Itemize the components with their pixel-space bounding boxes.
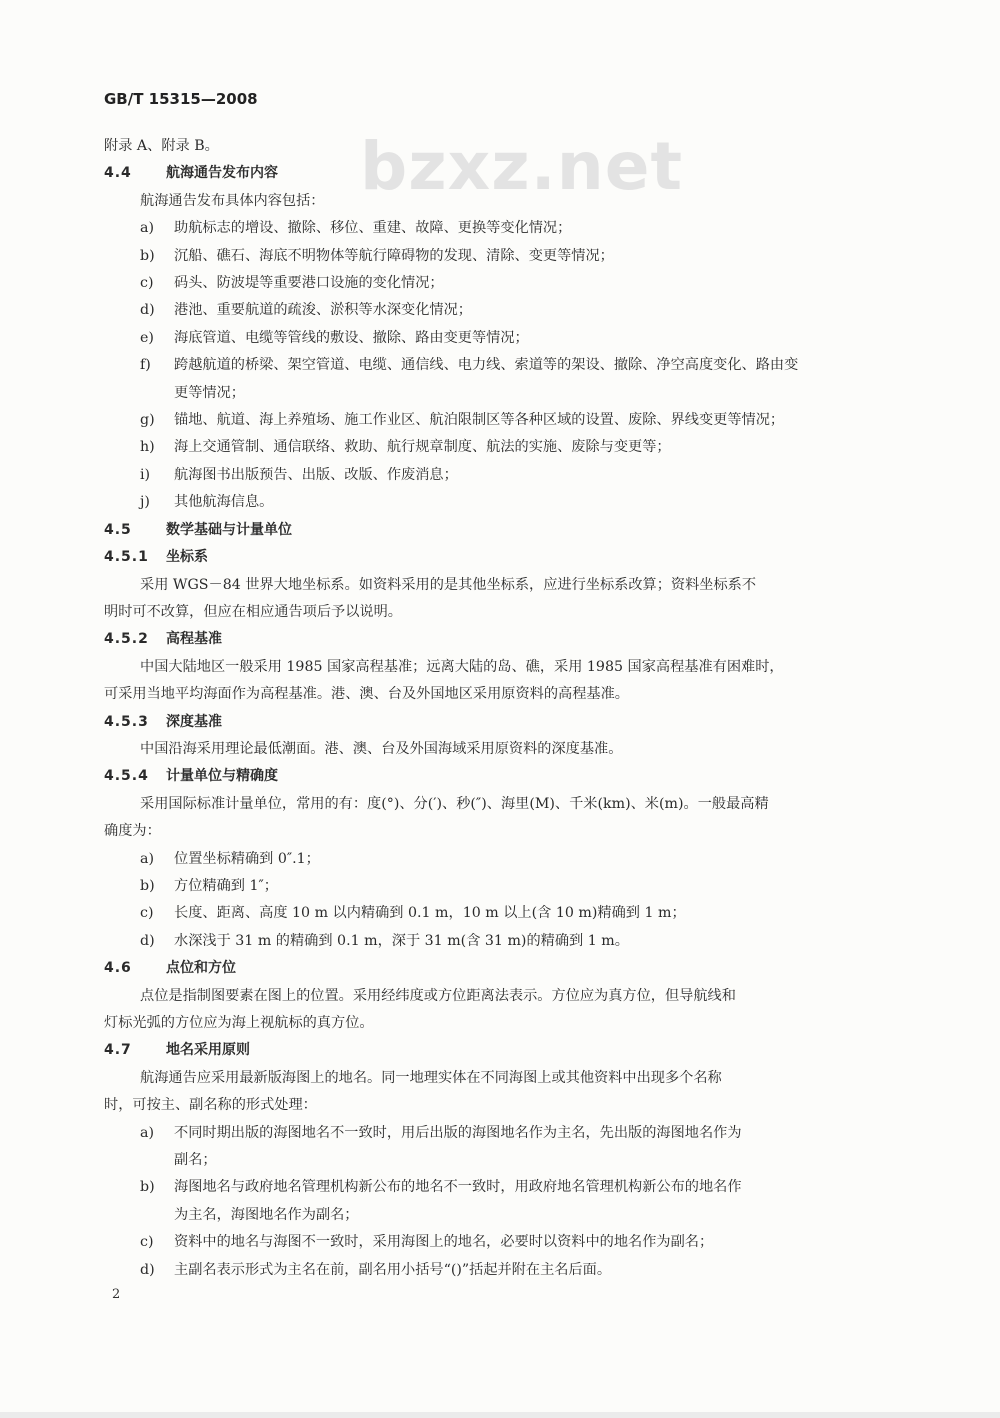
list-text: 为主名，海图地名作为副名； xyxy=(174,1206,359,1223)
section-title: 坐标系 xyxy=(166,549,208,566)
list-label: c) xyxy=(140,275,154,292)
list-text: 锚地、航道、海上养殖场、施工作业区、航泊限制区等各种区域的设置、废除、界线变更等情况； xyxy=(174,412,785,429)
list-label: d) xyxy=(140,932,155,949)
section-heading-4-5-4 xyxy=(104,763,894,790)
list-text: 跨越航道的桥梁、架空管道、电缆、通信线、电力线、索道等的架设、撤除、净空高度变化、路由变 xyxy=(174,357,799,374)
list-label: a) xyxy=(140,220,154,237)
section-heading-4-5-2 xyxy=(104,626,894,653)
section-number: 4.5.4 xyxy=(104,768,149,785)
list-text: 港池、重要航道的疏浚、淤积等水深变化情况； xyxy=(174,302,472,319)
list-text: 长度、距离、高度 10 m 以内精确到 0.1 m，10 m 以上(含 10 m)精确到 1 m； xyxy=(174,905,686,922)
page-bottom-edge xyxy=(0,1412,1000,1418)
list-text: 位置坐标精确到 0″.1； xyxy=(174,850,320,867)
list-item xyxy=(104,900,894,927)
paragraph: 中国沿海采用理论最低潮面。港、澳、台及外国海域采用原资料的深度基准。 xyxy=(140,740,623,757)
list-label: b) xyxy=(140,877,155,894)
list-label: c) xyxy=(140,1234,154,1251)
list-label: a) xyxy=(140,1124,154,1141)
list-item xyxy=(104,215,894,242)
list-label: a) xyxy=(140,850,154,867)
list-item xyxy=(104,325,894,352)
list-text: 方位精确到 1″； xyxy=(174,877,278,894)
list-item xyxy=(104,434,894,461)
section-number: 4.5.1 xyxy=(104,549,149,566)
list-text: 资料中的地名与海图不一致时，采用海图上的地名，必要时以资料中的地名作为副名； xyxy=(174,1234,714,1251)
page-number: 2 xyxy=(112,1287,121,1302)
list-label: g) xyxy=(140,412,155,429)
standard-id-header: GB/T 15315—2008 xyxy=(104,90,258,108)
paragraph-continuation: 灯标光弧的方位应为海上视航标的真方位。 xyxy=(104,1015,374,1031)
section-heading-4-6 xyxy=(104,955,894,982)
paragraph-continuation: 时，可按主、副名称的形式处理： xyxy=(104,1097,317,1114)
list-text: 副名； xyxy=(174,1152,217,1169)
list-item xyxy=(104,1229,894,1256)
list-label: b) xyxy=(140,247,155,264)
list-text: 更等情况； xyxy=(174,384,245,401)
section-number: 4.5.3 xyxy=(104,713,149,730)
paragraph: 采用 WGS－84 世界大地坐标系。如资料采用的是其他坐标系，应进行坐标系改算；资料坐标系不 xyxy=(140,576,757,593)
section-heading-4-5 xyxy=(104,517,894,544)
list-text: 不同时期出版的海图地名不一致时，用后出版的海图地名作为主名，先出版的海图地名作为 xyxy=(174,1124,742,1141)
section-title: 深度基准 xyxy=(166,713,222,730)
list-text: 沉船、礁石、海底不明物体等航行障碍物的发现、清除、变更等情况； xyxy=(174,247,614,264)
paragraph: 航海通告发布具体内容包括： xyxy=(140,192,325,209)
paragraph: 航海通告应采用最新版海图上的地名。同一地理实体在不同海图上或其他资料中出现多个名称 xyxy=(140,1069,722,1086)
list-item xyxy=(104,407,894,434)
list-item xyxy=(104,352,894,379)
section-heading-4-5-1 xyxy=(104,544,894,571)
section-title: 计量单位与精确度 xyxy=(166,768,278,785)
intro-line: 附录 A、附录 B。 xyxy=(104,138,219,154)
list-item xyxy=(104,270,894,297)
paragraph: 中国大陆地区一般采用 1985 国家高程基准；远离大陆的岛、礁，采用 1985 国家高程基准有困难时， xyxy=(140,658,784,675)
paragraph-continuation: 明时可不改算，但应在相应通告项后予以说明。 xyxy=(104,603,402,620)
list-text: 水深浅于 31 m 的精确到 0.1 m，深于 31 m(含 31 m)的精确到 1 m。 xyxy=(174,932,629,949)
list-item-continuation xyxy=(104,1147,894,1174)
list-item xyxy=(104,489,894,516)
watermark: bzxz.net xyxy=(360,128,684,205)
list-label: b) xyxy=(140,1179,155,1196)
section-title: 航海通告发布内容 xyxy=(166,165,278,182)
paragraph: 点位是指制图要素在图上的位置。采用经纬度或方位距离法表示。方位应为真方位，但导航线和 xyxy=(140,987,736,1004)
list-item xyxy=(104,1257,894,1284)
list-text: 码头、防波堤等重要港口设施的变化情况； xyxy=(174,275,444,292)
list-label: j) xyxy=(140,494,150,511)
list-item xyxy=(104,873,894,900)
list-item xyxy=(104,243,894,270)
section-number: 4.7 xyxy=(104,1042,132,1059)
list-item-continuation xyxy=(104,1202,894,1229)
paragraph-continuation: 确度为： xyxy=(104,823,161,840)
section-number: 4.6 xyxy=(104,960,132,977)
section-heading-4-5-3 xyxy=(104,709,894,736)
section-title: 点位和方位 xyxy=(166,960,236,977)
list-label: i) xyxy=(140,466,151,483)
section-number: 4.5.2 xyxy=(104,631,149,648)
list-label: e) xyxy=(140,329,154,346)
list-item xyxy=(104,928,894,955)
list-text: 主副名表示形式为主名在前，副名用小括号“()”括起并附在主名后面。 xyxy=(174,1261,612,1278)
section-title: 地名采用原则 xyxy=(166,1042,250,1059)
list-text: 海上交通管制、通信联络、救助、航行规章制度、航法的实施、废除与变更等； xyxy=(174,439,671,456)
list-label: c) xyxy=(140,905,154,922)
section-title: 数学基础与计量单位 xyxy=(166,521,292,538)
document-body xyxy=(104,133,894,1284)
list-text: 助航标志的增设、撤除、移位、重建、故障、更换等变化情况； xyxy=(174,220,572,237)
section-title: 高程基准 xyxy=(166,631,222,648)
section-number: 4.5 xyxy=(104,521,132,538)
list-item xyxy=(104,297,894,324)
list-text: 航海图书出版预告、出版、改版、作废消息； xyxy=(174,466,458,483)
list-label: f) xyxy=(140,357,151,374)
list-item-continuation xyxy=(104,380,894,407)
section-heading-4-4 xyxy=(104,160,894,187)
list-label: d) xyxy=(140,1261,155,1278)
list-label: d) xyxy=(140,302,155,319)
list-item xyxy=(104,462,894,489)
section-heading-4-7 xyxy=(104,1037,894,1064)
section-number: 4.4 xyxy=(104,165,132,182)
list-label: h) xyxy=(140,439,155,456)
list-text: 其他航海信息。 xyxy=(174,494,274,511)
paragraph: 采用国际标准计量单位，常用的有：度(°)、分(′)、秒(″)、海里(M)、千米(km)、米(m)。一般最高精 xyxy=(140,795,769,812)
list-item xyxy=(104,1174,894,1201)
paragraph-continuation: 可采用当地平均海面作为高程基准。港、澳、台及外国地区采用原资料的高程基准。 xyxy=(104,686,629,703)
list-item xyxy=(104,1120,894,1147)
list-text: 海图地名与政府地名管理机构新公布的地名不一致时，用政府地名管理机构新公布的地名作 xyxy=(174,1179,742,1196)
list-item xyxy=(104,846,894,873)
list-text: 海底管道、电缆等管线的敷设、撤除、路由变更等情况； xyxy=(174,329,529,346)
